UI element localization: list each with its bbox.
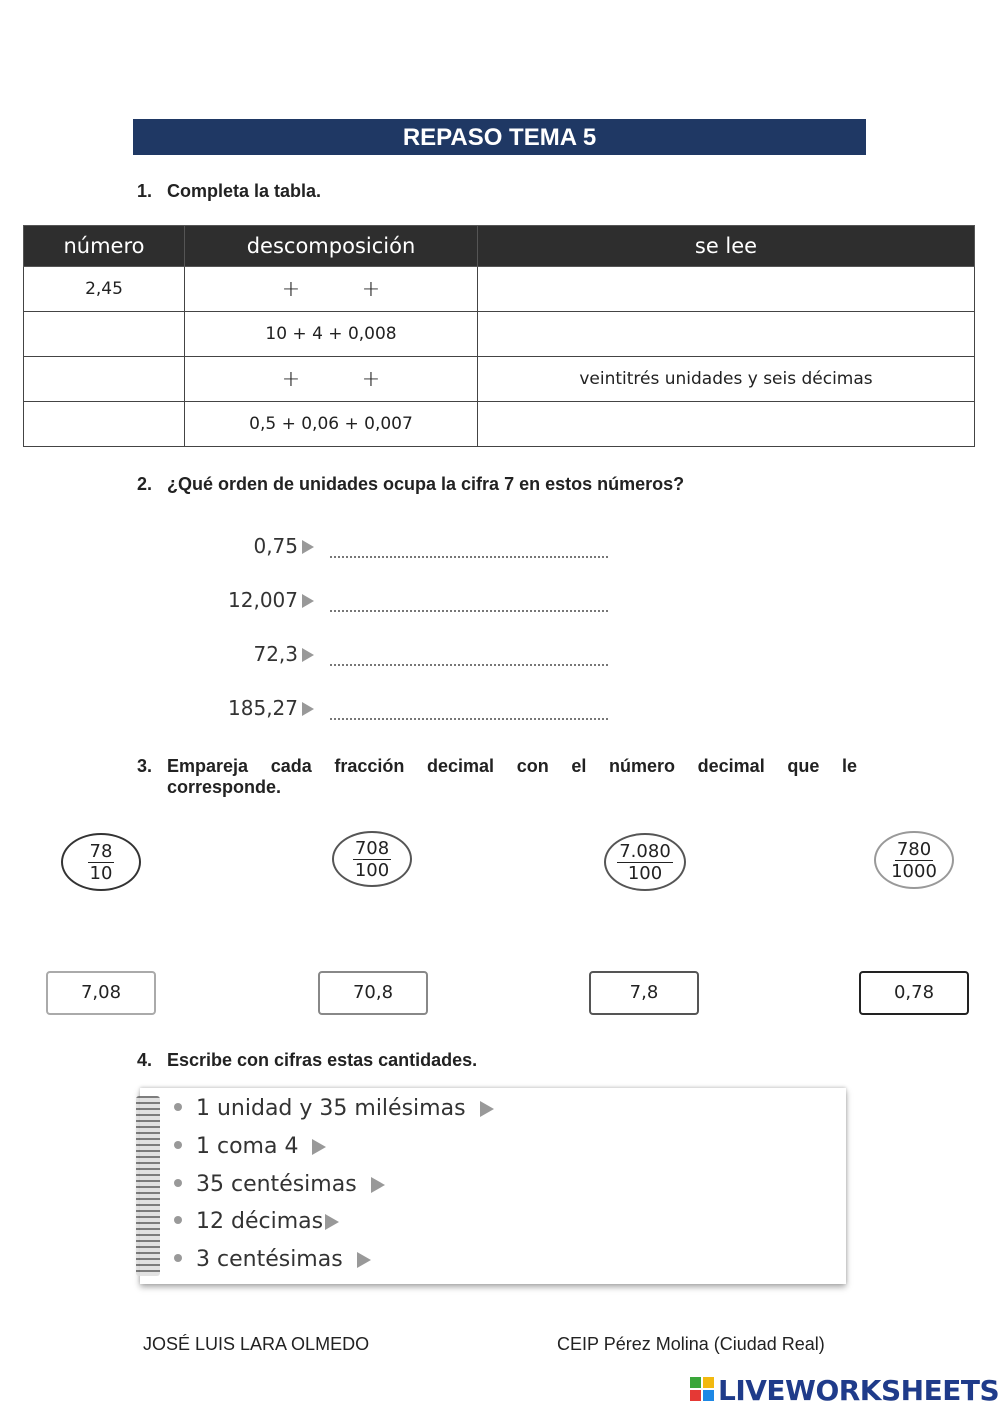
arrow-right-icon — [480, 1101, 494, 1117]
quantity-text: 1 unidad y 35 milésimas — [196, 1096, 466, 1121]
question-4 — [137, 1050, 477, 1071]
decimal-box[interactable]: 0,78 — [859, 971, 969, 1015]
cell-se-lee-input[interactable] — [478, 312, 975, 357]
fraction-denominator: 100 — [627, 863, 663, 884]
question-3 — [137, 756, 857, 798]
header-se-lee: se lee — [478, 226, 975, 267]
question-1-number: 1. — [137, 181, 153, 201]
arrow-right-icon — [302, 702, 314, 716]
spiral-binding — [136, 1096, 160, 1276]
order-number: 185,27 — [228, 696, 298, 720]
answer-line[interactable] — [330, 610, 608, 612]
order-number: 12,007 — [228, 588, 298, 612]
decimal-box[interactable]: 7,08 — [46, 971, 156, 1015]
fraction-78-10[interactable] — [61, 833, 141, 891]
cell-descomposicion: 0,5 + 0,06 + 0,007 — [185, 402, 478, 447]
answer-line[interactable] — [330, 556, 608, 558]
header-numero: número — [24, 226, 185, 267]
order-item — [200, 534, 620, 564]
cell-numero-input[interactable] — [24, 402, 185, 447]
plus-sign: + — [361, 276, 381, 302]
bullet-icon — [174, 1141, 182, 1149]
plus-sign: + — [361, 366, 381, 392]
fraction-denominator: 10 — [89, 863, 113, 884]
cell-se-lee-input[interactable] — [478, 267, 975, 312]
bullet-icon — [174, 1179, 182, 1187]
fraction-numerator: 78 — [89, 841, 113, 862]
question-2-text: ¿Qué orden de unidades ocupa la cifra 7 en estos números? — [167, 474, 685, 494]
header-descomposicion: descomposición — [185, 226, 478, 267]
fraction-7080-100[interactable] — [604, 833, 686, 891]
table-row — [24, 267, 975, 312]
answer-line[interactable] — [330, 664, 608, 666]
order-item — [200, 642, 620, 672]
fraction-numerator: 7.080 — [619, 841, 671, 862]
decimal-box[interactable]: 7,8 — [589, 971, 699, 1015]
quantity-text: 12 décimas — [196, 1209, 324, 1234]
cell-numero: 2,45 — [24, 267, 185, 312]
list-item — [174, 1096, 494, 1126]
cell-se-lee: veintitrés unidades y seis décimas — [478, 357, 975, 402]
table-row — [24, 357, 975, 402]
brand-text: LIVEWORKSHEETS — [718, 1374, 1000, 1407]
decomposition-table — [23, 225, 975, 447]
list-item — [174, 1209, 339, 1239]
arrow-right-icon — [325, 1214, 339, 1230]
question-3-number: 3. — [137, 756, 153, 776]
bullet-icon — [174, 1103, 182, 1111]
quantity-text: 3 centésimas — [196, 1247, 343, 1272]
plus-sign: + — [281, 366, 301, 392]
answer-line[interactable] — [330, 718, 608, 720]
question-2-number: 2. — [137, 474, 153, 494]
arrow-right-icon — [312, 1139, 326, 1155]
fraction-708-100[interactable] — [332, 831, 412, 887]
table-row — [24, 312, 975, 357]
footer-author: JOSÉ LUIS LARA OLMEDO — [143, 1334, 370, 1354]
liveworksheets-icon — [690, 1377, 714, 1401]
order-item — [200, 588, 620, 618]
arrow-right-icon — [357, 1252, 371, 1268]
quantity-text: 35 centésimas — [196, 1172, 357, 1197]
fraction-780-1000[interactable] — [874, 831, 954, 889]
cell-descomposicion: 10 + 4 + 0,008 — [185, 312, 478, 357]
fraction-numerator: 708 — [354, 838, 390, 859]
cell-se-lee-input[interactable] — [478, 402, 975, 447]
arrow-right-icon — [302, 594, 314, 608]
order-item — [200, 696, 620, 726]
order-number: 72,3 — [253, 642, 298, 666]
arrow-right-icon — [302, 540, 314, 554]
page-title: REPASO TEMA 5 — [133, 119, 866, 155]
cell-descomposicion-input[interactable] — [185, 267, 478, 312]
arrow-right-icon — [302, 648, 314, 662]
decimal-box[interactable]: 70,8 — [318, 971, 428, 1015]
bullet-icon — [174, 1254, 182, 1262]
question-1 — [137, 181, 321, 202]
notebook-card — [140, 1088, 846, 1284]
plus-sign: + — [281, 276, 301, 302]
table-header — [24, 226, 975, 267]
cell-numero-input[interactable] — [24, 357, 185, 402]
question-4-text: Escribe con cifras estas cantidades. — [167, 1050, 478, 1070]
bullet-icon — [174, 1216, 182, 1224]
list-item — [174, 1172, 385, 1202]
arrow-right-icon — [371, 1177, 385, 1193]
list-item — [174, 1134, 326, 1164]
list-item — [174, 1247, 371, 1277]
cell-descomposicion-input[interactable] — [185, 357, 478, 402]
question-3-text: Empareja cada fracción decimal con el número decimal que le corresponde. — [167, 756, 857, 797]
question-4-number: 4. — [137, 1050, 153, 1070]
fraction-denominator: 1000 — [891, 861, 937, 882]
order-number: 0,75 — [253, 534, 298, 558]
liveworksheets-logo[interactable] — [690, 1374, 999, 1408]
question-1-text: Completa la tabla. — [167, 181, 322, 201]
footer-school: CEIP Pérez Molina (Ciudad Real) — [557, 1334, 825, 1354]
cell-numero-input[interactable] — [24, 312, 185, 357]
question-2 — [137, 474, 684, 495]
fraction-numerator: 780 — [896, 839, 932, 860]
fraction-denominator: 100 — [354, 860, 390, 881]
quantity-text: 1 coma 4 — [196, 1134, 299, 1159]
table-row — [24, 402, 975, 447]
